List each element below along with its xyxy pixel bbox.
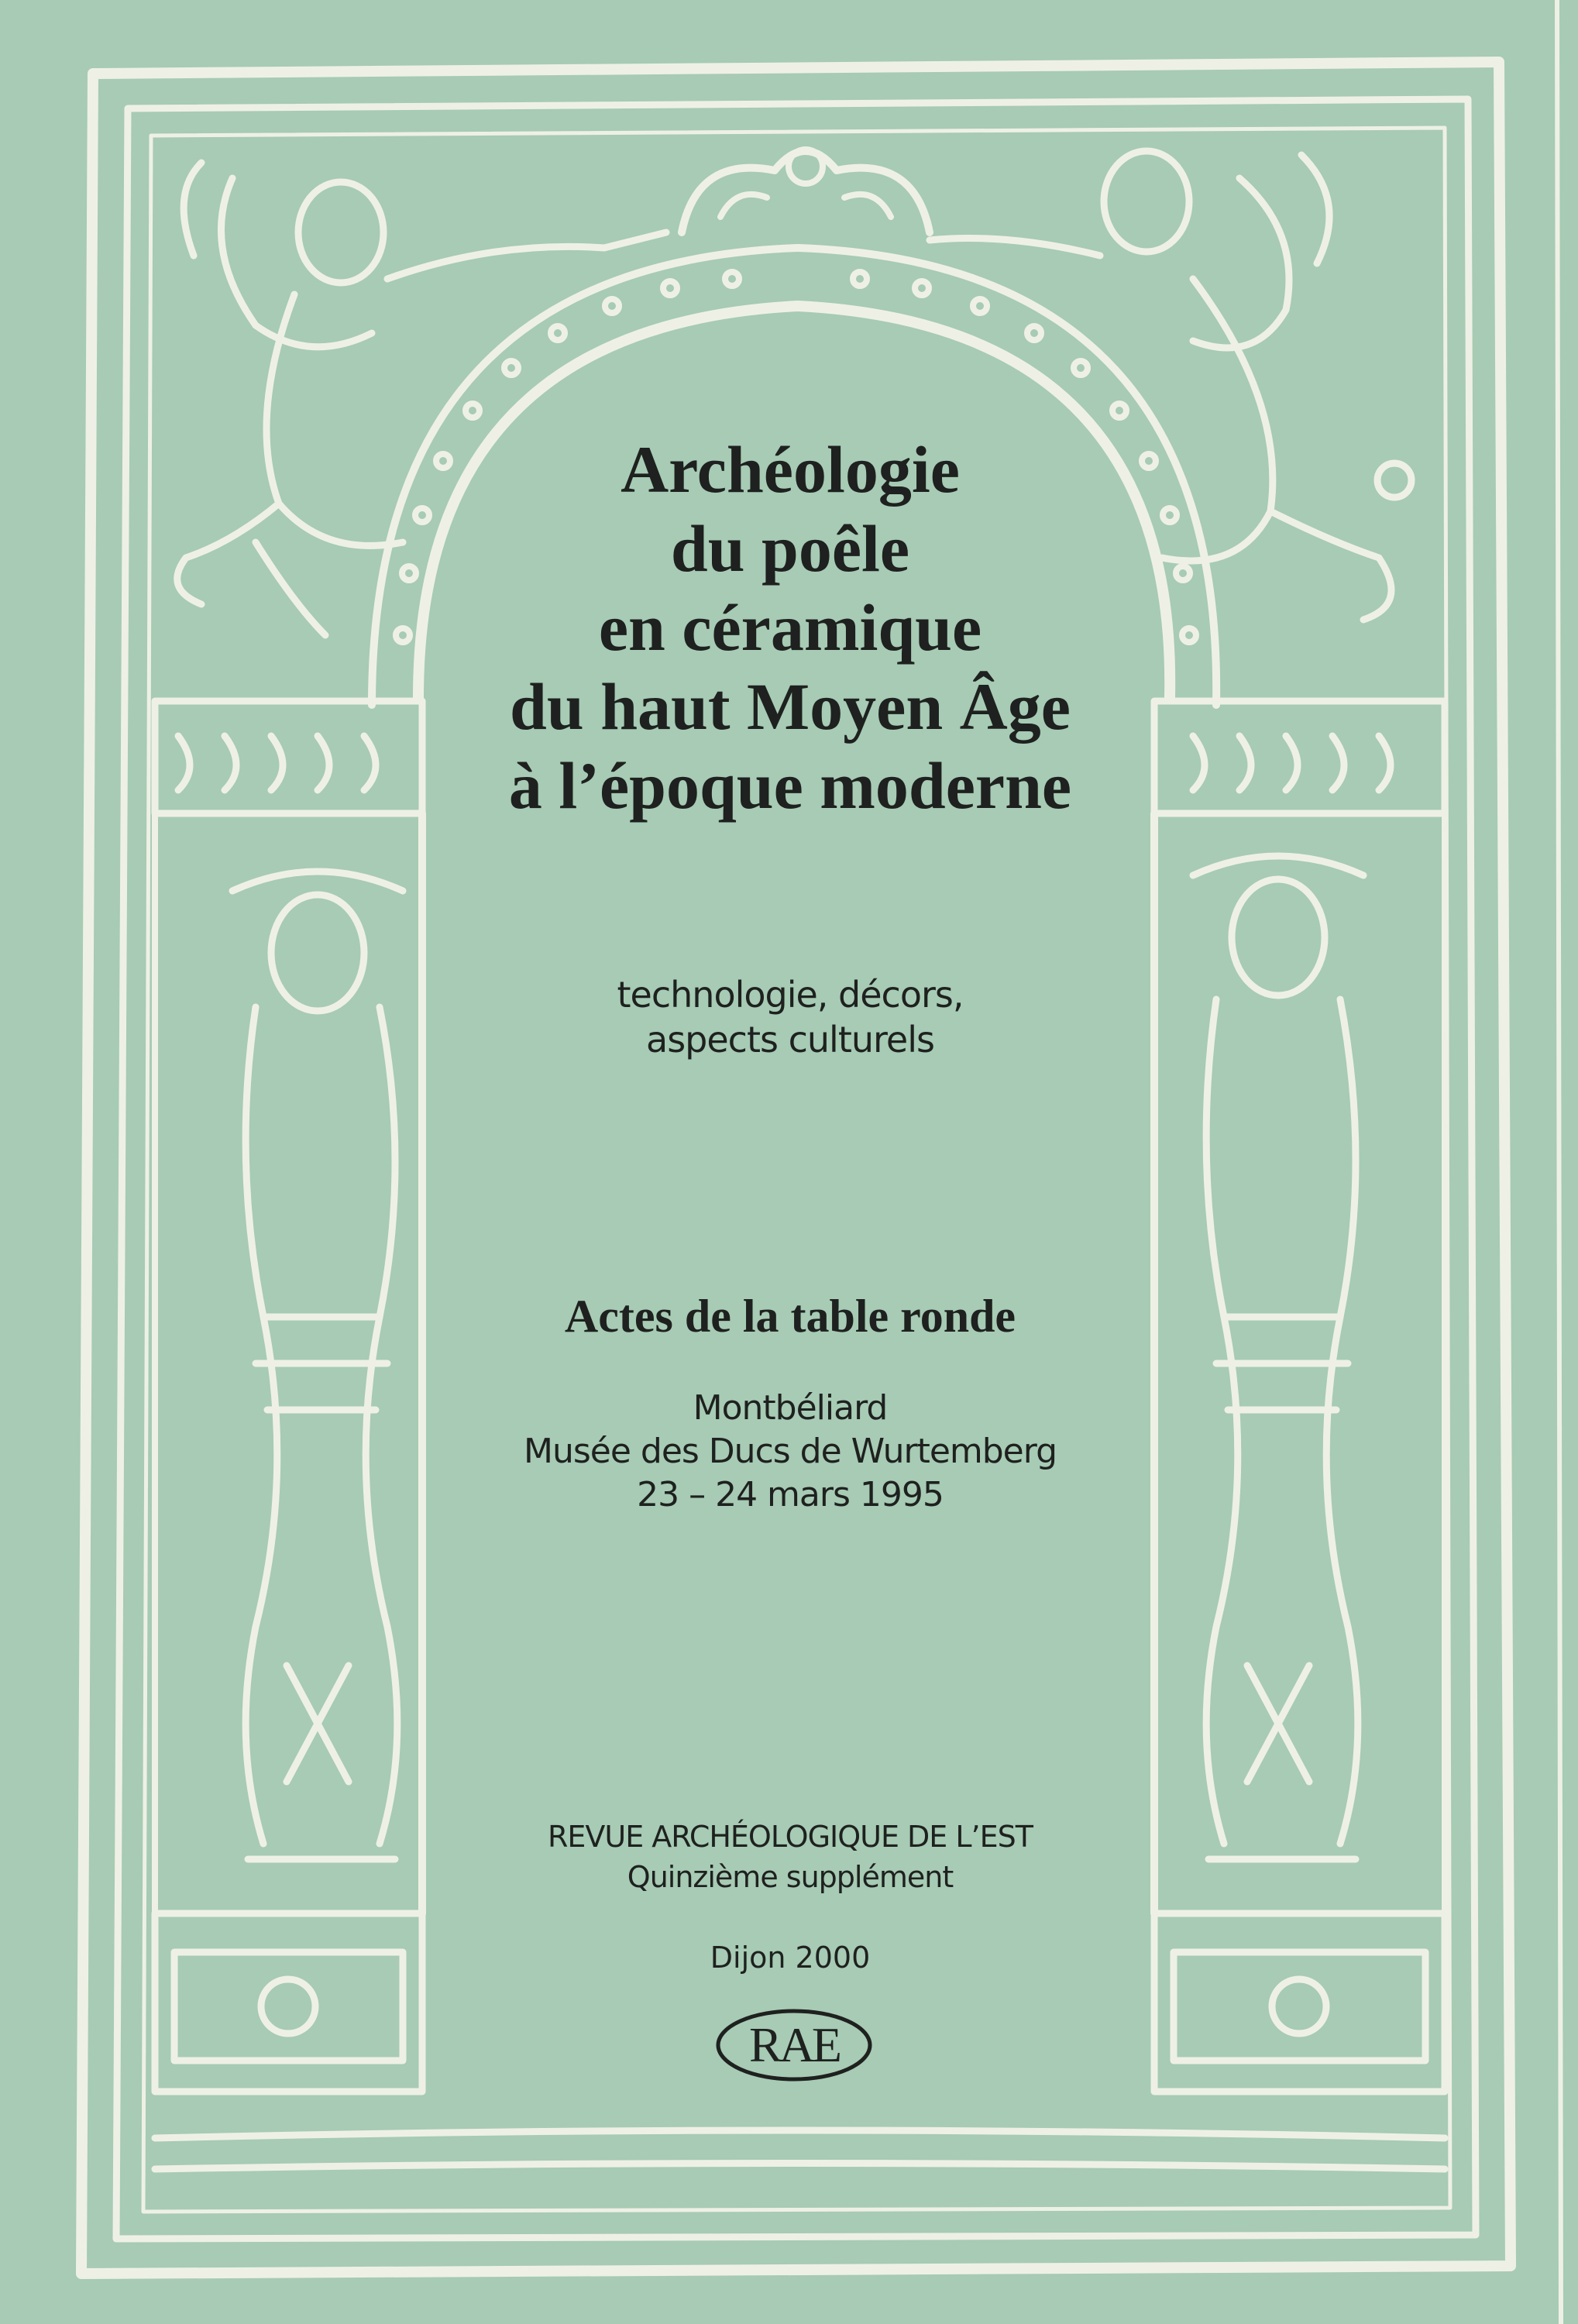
event-details [403, 1387, 1177, 1517]
supplement-number: Quinzième supplément [627, 1860, 954, 1894]
event-line: Musée des Ducs de Wurtemberg [523, 1432, 1057, 1471]
series-info [403, 1817, 1177, 1897]
title-line: du haut Moyen Âge [510, 669, 1071, 744]
series-name: REVUE ARCHÉOLOGIQUE DE L’EST [548, 1820, 1033, 1854]
title-line: à l’époque moderne [508, 748, 1072, 823]
event-line: 23 – 24 mars 1995 [637, 1475, 944, 1514]
proceedings-heading: Actes de la table ronde [564, 1291, 1016, 1342]
rae-logo [713, 2006, 875, 2084]
book-subtitle [403, 972, 1177, 1062]
caryatid-figure [232, 871, 403, 1859]
logo-text: RAE [749, 2017, 839, 2072]
imprint: Dijon 2000 [710, 1941, 871, 1975]
event-line: Montbéliard [693, 1388, 888, 1428]
subtitle-line: aspects culturels [646, 1019, 934, 1061]
subtitle-line: technologie, décors, [617, 974, 964, 1016]
title-line: du poêle [670, 511, 910, 586]
title-line: en céramique [598, 590, 982, 665]
title-line: Archéologie [621, 432, 960, 507]
book-title [325, 430, 1255, 825]
